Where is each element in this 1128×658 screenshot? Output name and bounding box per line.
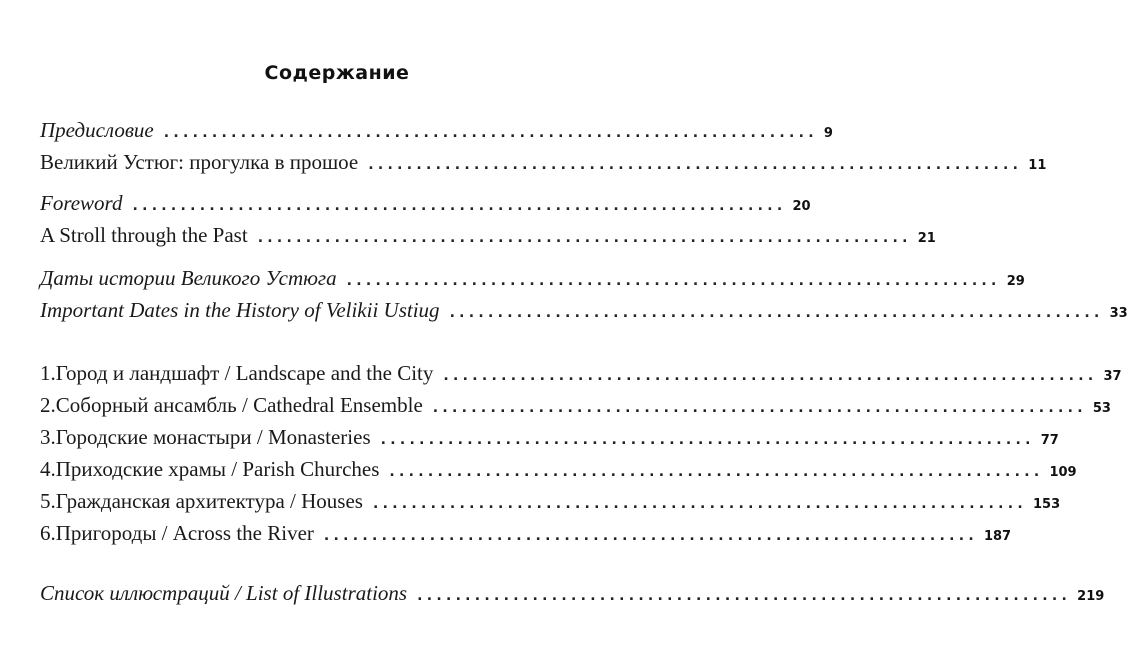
toc-entry[interactable] <box>40 148 1047 176</box>
toc-entry-title: Даты истории Великого Устюга <box>40 266 337 290</box>
toc-entry[interactable] <box>40 487 1061 515</box>
dot-leader: .................................................................... <box>257 230 912 246</box>
dot-leader: .................................................................... <box>449 305 1104 321</box>
toc-entry-page: 29 <box>1006 274 1025 289</box>
toc-entry-page: 20 <box>792 199 811 214</box>
toc-entry[interactable] <box>40 579 1105 607</box>
toc-entry-number: 6. <box>40 521 56 545</box>
toc-entry[interactable] <box>40 519 1012 547</box>
toc-entry-title: Соборный ансамбль / Cathedral Ensemble <box>55 393 423 417</box>
dot-leader: .................................................................... <box>432 400 1087 416</box>
toc-entry[interactable] <box>40 455 1077 483</box>
toc-entry-title: Предисловие <box>40 118 154 142</box>
toc-entry-title: Город и ландшафт / Landscape and the City <box>55 361 434 385</box>
toc-entry-title: Foreword <box>40 191 123 215</box>
toc-entry-title: A Stroll through the Past <box>40 223 248 247</box>
toc-entry[interactable] <box>40 264 1025 292</box>
toc-entry[interactable] <box>40 221 936 249</box>
toc-entry-number: 3. <box>40 425 56 449</box>
toc-entry-title: Гражданская архитектура / Houses <box>55 489 363 513</box>
dot-leader: .................................................................... <box>163 125 818 141</box>
dot-leader: .................................................................... <box>323 528 978 544</box>
toc-entry-title: Великий Устюг: прогулка в прошое <box>40 150 359 174</box>
toc-entry-page: 109 <box>1049 465 1077 480</box>
toc-entry-title: Пригороды / Across the River <box>55 521 314 545</box>
toc-entry-number: 1. <box>40 361 56 385</box>
toc-entry[interactable] <box>40 423 1059 451</box>
toc-entry-number: 4. <box>40 457 56 481</box>
toc-entry-page: 77 <box>1040 433 1059 448</box>
toc-entry-title: Городские монастыри / Monasteries <box>55 425 371 449</box>
toc-entry[interactable] <box>40 391 1111 419</box>
toc-entry[interactable] <box>40 189 811 217</box>
toc-entry-page: 33 <box>1109 306 1128 321</box>
toc-entry-page: 21 <box>917 231 936 246</box>
toc-entry-page: 53 <box>1092 401 1111 416</box>
dot-leader: .................................................................... <box>132 198 787 214</box>
dot-leader: .................................................................... <box>372 496 1028 512</box>
toc-entry-title: Important Dates in the History of Velikii Ustiug <box>40 298 440 322</box>
toc-entry-page: 153 <box>1033 497 1061 512</box>
dot-leader: .................................................................... <box>417 588 1072 604</box>
toc-entry-title: Приходские храмы / Parish Churches <box>55 457 380 481</box>
toc-entry-page: 37 <box>1103 369 1122 384</box>
dot-leader: .................................................................... <box>389 464 1044 480</box>
toc-entry[interactable] <box>40 296 1128 324</box>
dot-leader: .................................................................... <box>443 368 1098 384</box>
toc-entry-page: 219 <box>1077 589 1105 604</box>
dot-leader: .................................................................... <box>380 432 1035 448</box>
toc-entry-page: 187 <box>983 529 1012 544</box>
toc-entry[interactable] <box>40 116 833 144</box>
dot-leader: .................................................................... <box>346 273 1001 289</box>
toc-entry-page: 11 <box>1028 158 1047 173</box>
toc-entry-number: 2. <box>40 393 56 417</box>
toc-entry[interactable] <box>40 359 1122 387</box>
toc-entry-number: 5. <box>40 489 56 513</box>
toc-entry-page: 9 <box>823 126 833 141</box>
dot-leader: .................................................................... <box>368 157 1023 173</box>
toc-entry-title: Список иллюстраций / List of Illustrations <box>40 581 408 605</box>
toc-heading: Содержание <box>264 62 410 84</box>
